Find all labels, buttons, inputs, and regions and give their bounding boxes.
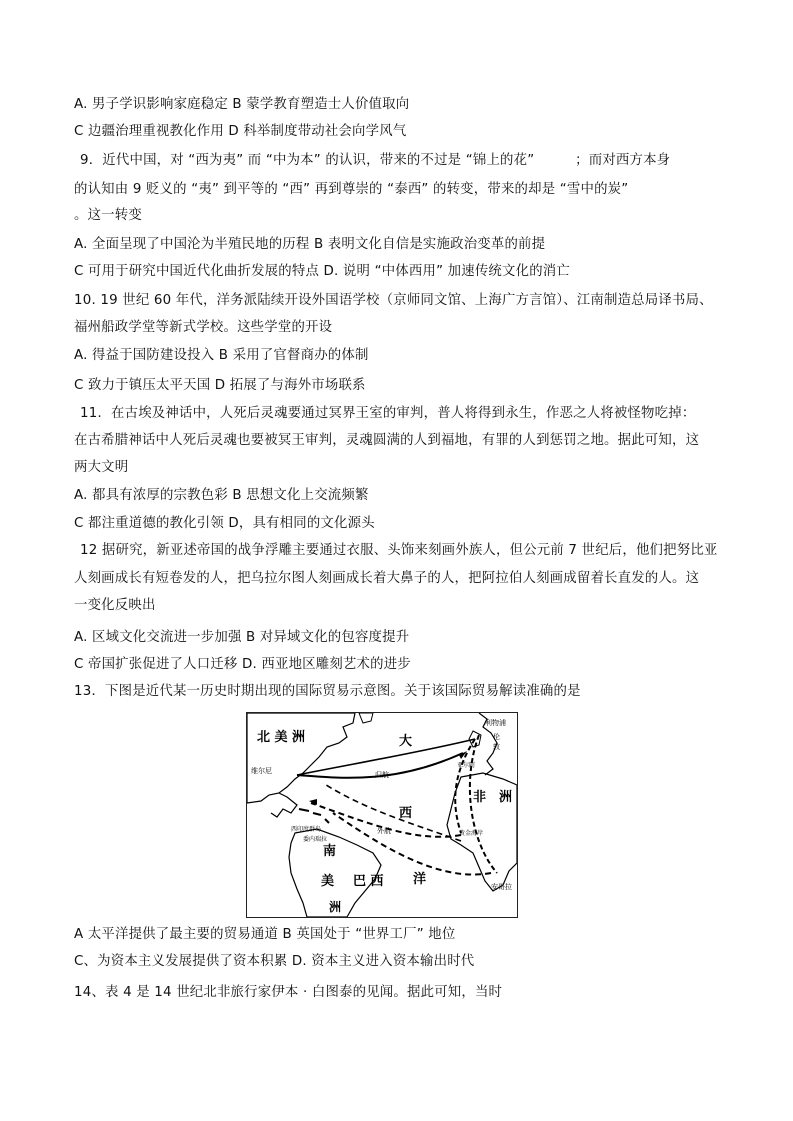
greenland <box>359 713 373 723</box>
q9-stem-line2: 的认知由 9 贬义的 “夷” 到平等的 “西” 再到尊崇的 “泰西” 的转变，带来的却是 “雪中的炭” <box>74 182 629 197</box>
label-angola: 安哥拉 <box>491 883 512 891</box>
label-africa-zhou: 洲 <box>499 790 513 805</box>
middle-passage-route-2 <box>333 813 491 875</box>
label-zhou: 洲 <box>329 900 342 914</box>
q10-stem-line1: 10. 19 世纪 60 年代，洋务派陆续开设外国语学校（京师同文馆、上海广方言馆）、江南制造总局译书局、 <box>74 293 713 308</box>
caribbean-islands <box>299 809 329 823</box>
trade-map-svg <box>247 713 517 917</box>
q14-stem: 14、表 4 是 14 世纪北非旅行家伊本 · 白图泰的见闻。据此可知，当时 <box>74 985 503 1000</box>
label-lun: 伦 <box>493 733 500 741</box>
q11-stem-line3: 两大文明 <box>74 460 129 475</box>
label-africa-fei: 非 <box>473 790 487 805</box>
label-mei: 美 <box>321 874 335 889</box>
florida-gulf-coast <box>271 793 297 817</box>
q10-stem-line2: 福州船政学堂等新式学校。这些学堂的开设 <box>74 320 333 335</box>
label-yang: 洋 <box>413 872 427 887</box>
q12-stem-line3: 一变化反映出 <box>74 598 156 613</box>
q11-options-cd: C 都注重道德的教化引领 D，具有相同的文化源头 <box>74 516 375 531</box>
label-brazil: 巴 西 <box>353 874 384 889</box>
label-south: 南 <box>323 844 337 859</box>
north-america-landmass <box>247 713 355 803</box>
label-outward: 外航 <box>377 827 391 835</box>
label-north-america: 北 美 洲 <box>257 730 306 745</box>
middle-passage-route-3 <box>323 783 461 841</box>
label-dun: 敦 <box>493 743 500 751</box>
q13-options-cd: C、为资本主义发展提供了资本积累 D. 资本主义进入资本输出时代 <box>74 954 475 969</box>
q9-options-ab: A. 全面呈现了中国沦为半殖民地的历程 B 表明文化自信是实施政治变革的前提 <box>74 237 546 252</box>
q8-options-cd: C 边疆治理重视教化作用 D 科举制度带动社会向学风气 <box>74 124 407 139</box>
label-xi: 西 <box>399 806 413 821</box>
q11-options-ab: A. 都具有浓厚的宗教色彩 B 思想文化上交流频繁 <box>74 488 369 503</box>
label-gold-coast: 黄金海岸 <box>459 830 484 837</box>
q11-stem-line2: 在古希腊神话中人死后灵魂也要被冥王审判，灵魂圆满的人到福地，有罪的人到惩罚之地。据此可知，这 <box>74 433 700 448</box>
q10-options-cd: C 致力于镇压太平天国 D 拓展了与海外市场联系 <box>74 378 366 393</box>
atlantic-trade-map <box>246 712 518 918</box>
label-venezuela: 委内瑞拉 <box>303 836 328 843</box>
label-west-indies: 西印度群岛 <box>291 826 322 833</box>
q9-options-cd: C 可用于研究中国近代化曲折发展的特点 D. 说明 “中体西用” 加速传统文化的消亡 <box>74 264 570 279</box>
homeward-route-2 <box>297 739 475 775</box>
q9-stem-line3: 。这一转变 <box>74 208 142 223</box>
q9-stem-line1: 9．近代中国，对 “西为夷” 而 “中为本” 的认识，带来的不过是 “锦上的花” ；而对西方本身 <box>80 153 671 168</box>
label-da: 大 <box>399 734 413 749</box>
label-virginia: 维尔尼 <box>251 767 272 775</box>
q11-stem-line1: 11．在古埃及神话中，人死后灵魂要通过冥界王室的审判，普人将得到永生，作恶之人将被怪物吃掉： <box>80 406 696 421</box>
q12-stem-line1: 12 据研究，新亚述帝国的战争浮雕主要通过衣服、头饰来刻画外族人，但公元前 7 世纪后，他们把努比亚 <box>80 543 718 558</box>
q13-stem: 13．下图是近代某一历史时期出现的国际贸易示意图。关于该国际贸易解读准确的是 <box>74 684 581 699</box>
q12-options-ab: A. 区域文化交流进一步加强 B 对异域文化的包容度提升 <box>74 630 410 645</box>
label-yaera: 亚尔阿 <box>457 762 476 769</box>
q10-options-ab: A. 得益于国防建设投入 B 采用了官督商办的体制 <box>74 348 369 363</box>
q13-options-ab: A 太平洋提供了最主要的贸易通道 B 英国处于 “世界工厂” 地位 <box>74 927 456 942</box>
q12-options-cd: C 帝国扩张促进了人口迁移 D. 西亚地区雕刻艺术的进步 <box>74 657 411 672</box>
q8-options-ab: A. 男子学识影响家庭稳定 B 蒙学教育塑造士人价值取向 <box>74 97 410 112</box>
q12-stem-line2: 人刻画成长有短卷发的人，把乌拉尔图人刻画成长着大鼻子的人，把阿拉伯人刻画成留着长直发的人。这 <box>74 571 700 586</box>
label-homeward: 归航 <box>375 771 389 779</box>
label-liverpool: 利物浦 <box>485 719 506 727</box>
